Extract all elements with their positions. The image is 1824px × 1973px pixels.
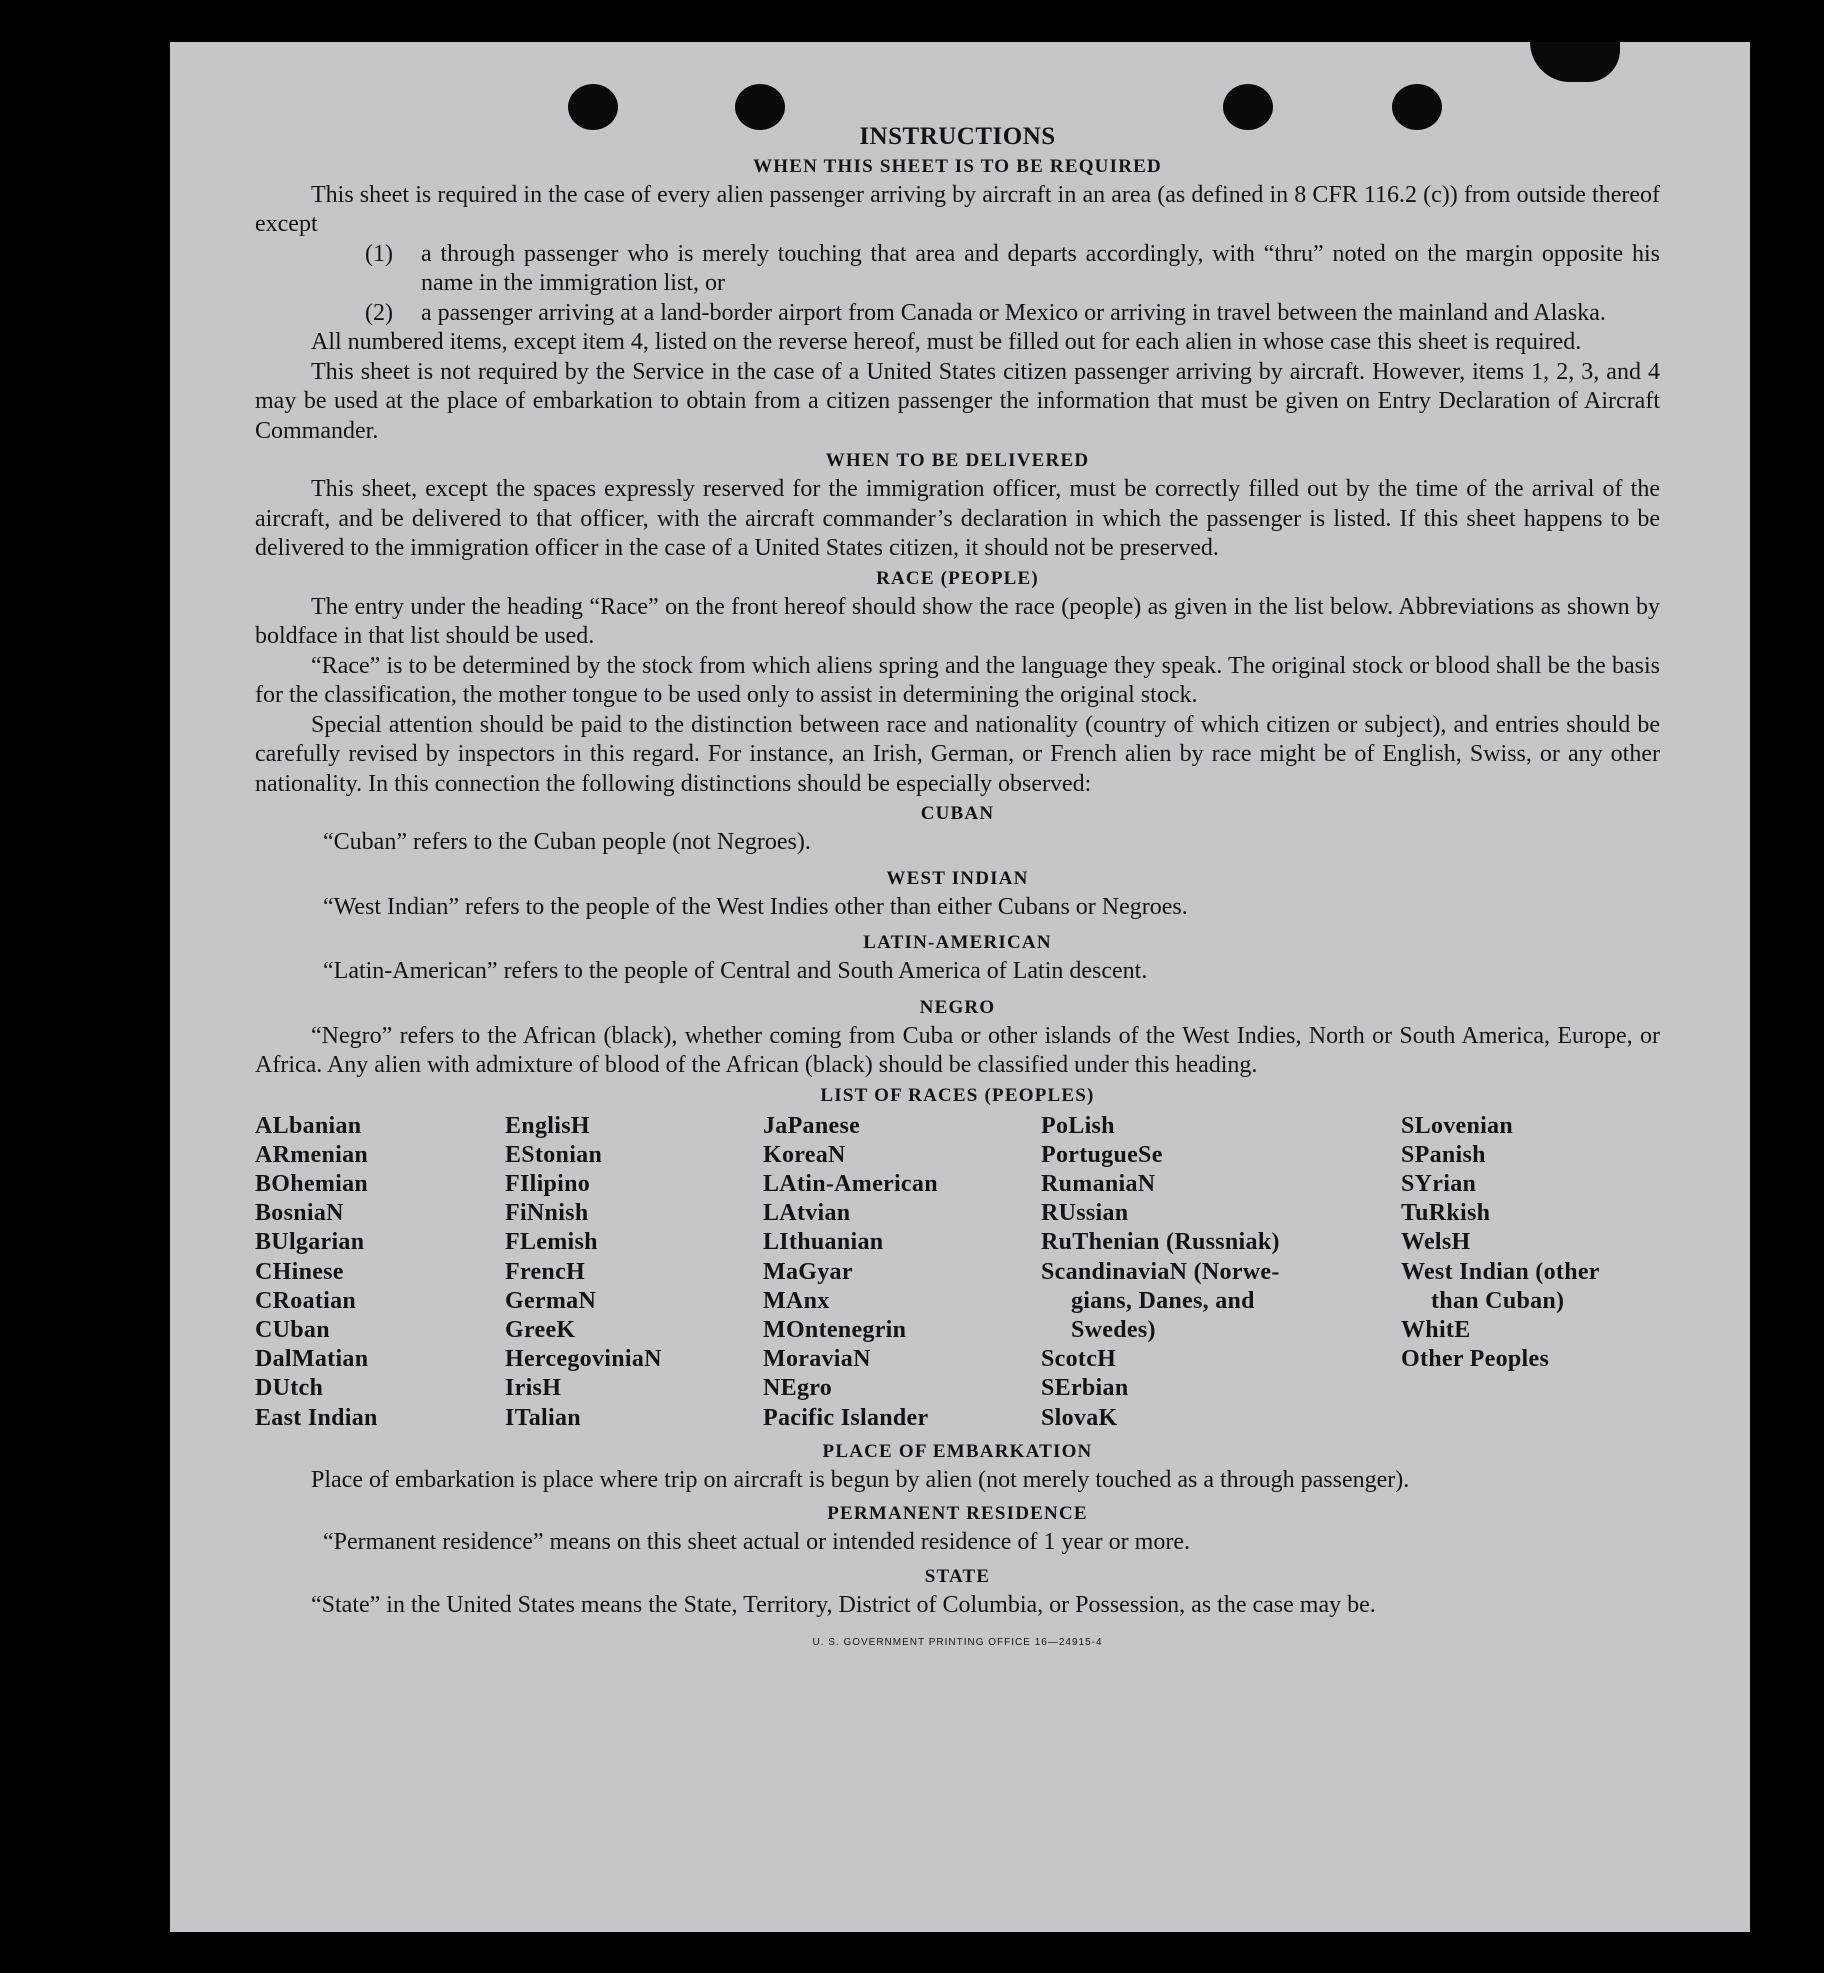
race-item: BosniaN xyxy=(255,1200,344,1227)
latin-american-definition: “Latin-American” refers to the people of Central and South America of Latin descent. xyxy=(323,958,1148,984)
race-paragraph: Special attention should be paid to the distinction between race and nationality (country of which citizen or subject), and entries should be carefully revised by inspectors in this regard. For instance, an Irish, German, or French alien by race might be of English, Swiss, or any other nationality. In this connection the following distinctions should be especially observed: xyxy=(255,711,1660,797)
race-item-continuation: gians, Danes, and xyxy=(1071,1287,1255,1314)
heading-residence: PERMANENT RESIDENCE xyxy=(827,1503,1088,1525)
heading-state: STATE xyxy=(924,1565,991,1587)
race-item-continuation: Swedes) xyxy=(1071,1316,1156,1343)
page-title: INSTRUCTIONS xyxy=(859,123,1056,150)
race-column xyxy=(255,1112,505,1433)
race-item: MaGyar xyxy=(763,1258,853,1285)
race-item: PoLish xyxy=(1041,1112,1115,1139)
heading-latin-american: LATIN-AMERICAN xyxy=(863,932,1052,953)
race-paragraph: “Race” is to be determined by the stock from which aliens spring and the language they speak. The original stock or blood shall be the basis for the classification, the mother tongue to be used only to assist in determining the original stock. xyxy=(255,652,1660,708)
race-item: BOhemian xyxy=(255,1170,369,1197)
race-item: GreeK xyxy=(505,1316,576,1343)
heading-cuban: CUBAN xyxy=(920,803,995,824)
race-item: BUlgarian xyxy=(255,1229,365,1256)
cuban-definition: “Cuban” refers to the Cuban people (not Negroes). xyxy=(323,829,811,855)
race-item: CRoatian xyxy=(255,1287,357,1314)
race-item: LAtin-American xyxy=(763,1170,938,1197)
race-item: Other Peoples xyxy=(1401,1346,1550,1373)
race-item: FiNnish xyxy=(505,1200,589,1227)
race-item: SlovaK xyxy=(1041,1404,1118,1431)
race-item: Pacific Islander xyxy=(763,1404,929,1431)
west-indian-definition: “West Indian” refers to the people of the West Indies other than either Cubans or Negroes. xyxy=(323,893,1188,920)
race-item: RumaniaN xyxy=(1041,1170,1156,1197)
race-item: ScandinaviaN (Norwe- xyxy=(1041,1258,1280,1285)
race-item: IrisH xyxy=(505,1375,562,1402)
required-paragraph: All numbered items, except item 4, listed on the reverse hereof, must be filled out for each alien in whose case this sheet is required. xyxy=(311,329,1582,355)
races-list xyxy=(255,1112,1660,1433)
race-item: SPanish xyxy=(1401,1141,1486,1168)
race-item: SErbian xyxy=(1041,1375,1129,1402)
race-item: MoraviaN xyxy=(763,1346,871,1373)
residence-definition: “Permanent residence” means on this sheet actual or intended residence of 1 year or more. xyxy=(323,1529,1190,1556)
item-number: (1) xyxy=(365,240,393,267)
required-intro: This sheet is required in the case of every alien passenger arriving by aircraft in an area (as defined in 8 CFR 116.2 (c)) from outside thereof except xyxy=(255,181,1660,237)
torn-corner-mark xyxy=(1530,42,1620,82)
heading-west-indian: WEST INDIAN xyxy=(886,867,1029,889)
race-item: MAnx xyxy=(763,1287,830,1314)
race-item: JaPanese xyxy=(763,1112,861,1139)
race-item: FrencH xyxy=(505,1258,585,1285)
heading-embarkation: PLACE OF EMBARKATION xyxy=(822,1440,1093,1462)
race-column xyxy=(1401,1112,1660,1433)
heading-delivered: WHEN TO BE DELIVERED xyxy=(825,450,1090,471)
race-item: GermaN xyxy=(505,1287,597,1314)
exception-item xyxy=(365,240,1660,299)
race-item: WhitE xyxy=(1401,1316,1471,1343)
race-item: FLemish xyxy=(505,1229,598,1256)
race-column xyxy=(763,1112,1041,1433)
race-item: SLovenian xyxy=(1401,1112,1514,1139)
item-text: a through passenger who is merely touching that area and departs accordingly, with “thru” noted on the margin opposite his name in the immigration list, or xyxy=(421,240,1660,296)
race-item: WelsH xyxy=(1401,1229,1471,1256)
race-item: LAtvian xyxy=(763,1200,851,1227)
race-item: West Indian (other xyxy=(1401,1258,1600,1285)
heading-required: WHEN THIS SHEET IS TO BE REQUIRED xyxy=(753,155,1162,177)
race-item: FIlipino xyxy=(505,1170,591,1197)
race-item: HercegoviniaN xyxy=(505,1346,662,1373)
heading-list-of-races: LIST OF RACES (PEOPLES) xyxy=(820,1084,1095,1106)
printer-imprint: U. S. GOVERNMENT PRINTING OFFICE 16—24915-4 xyxy=(812,1637,1103,1649)
race-item: TuRkish xyxy=(1401,1200,1491,1227)
race-item: RuThenian (Russniak) xyxy=(1041,1229,1280,1256)
race-paragraph: The entry under the heading “Race” on the front hereof should show the race (people) as given in the list below. Abbreviations as shown by boldface in that list should be used. xyxy=(255,593,1660,649)
state-definition: “State” in the United States means the State, Territory, District of Columbia, or Possession, as the case may be. xyxy=(311,1591,1376,1618)
race-item: DalMatian xyxy=(255,1346,369,1373)
race-item: PortugueSe xyxy=(1041,1141,1163,1168)
item-text: a passenger arriving at a land-border airport from Canada or Mexico or arriving in travel between the mainland and Alaska. xyxy=(421,299,1606,326)
instructions-body xyxy=(255,122,1660,1658)
race-item: RUssian xyxy=(1041,1200,1129,1227)
race-item: ARmenian xyxy=(255,1141,369,1168)
race-column xyxy=(505,1112,763,1433)
race-item: MOntenegrin xyxy=(763,1316,907,1343)
race-item: NEgro xyxy=(763,1375,833,1402)
heading-negro: NEGRO xyxy=(919,996,996,1018)
race-item: LIthuanian xyxy=(763,1229,884,1256)
heading-race: RACE (PEOPLE) xyxy=(876,567,1039,589)
race-item: CHinese xyxy=(255,1258,344,1285)
embarkation-definition: Place of embarkation is place where trip on aircraft is begun by alien (not merely touched as a through passenger). xyxy=(311,1466,1410,1493)
race-item: KoreaN xyxy=(763,1141,846,1168)
race-item: ScotcH xyxy=(1041,1346,1117,1373)
race-item: EnglisH xyxy=(505,1112,590,1139)
race-item: ALbanian xyxy=(255,1112,362,1139)
exception-item xyxy=(365,299,1660,329)
race-item: EStonian xyxy=(505,1141,603,1168)
item-number: (2) xyxy=(365,299,393,326)
required-paragraph: This sheet is not required by the Service in the case of a United States citizen passenger arriving by aircraft. However, items 1, 2, 3, and 4 may be used at the place of embarkation to obtain from a citizen passenger the information that must be given on Entry Declaration of Aircraft Commander. xyxy=(255,358,1660,444)
race-item: ITalian xyxy=(505,1404,581,1431)
document-sheet xyxy=(170,42,1750,1932)
race-item: East Indian xyxy=(255,1404,378,1431)
race-item: DUtch xyxy=(255,1375,324,1402)
race-item-continuation: than Cuban) xyxy=(1431,1287,1565,1314)
race-column xyxy=(1041,1112,1401,1433)
delivered-paragraph: This sheet, except the spaces expressly reserved for the immigration officer, must be correctly filled out by the time of the arrival of the aircraft, and be delivered to that officer, with the aircraft commander’s declaration in which the passenger is listed. If this sheet happens to be delivered to the immigration officer in the case of a United States citizen, it should not be preserved. xyxy=(255,476,1660,561)
race-item: SYrian xyxy=(1401,1170,1477,1197)
race-item: CUban xyxy=(255,1316,330,1343)
negro-definition: “Negro” refers to the African (black), whether coming from Cuba or other islands of the West Indies, North or South America, Europe, or Africa. Any alien with admixture of blood of the African (black) should be classified under this heading. xyxy=(255,1022,1660,1078)
